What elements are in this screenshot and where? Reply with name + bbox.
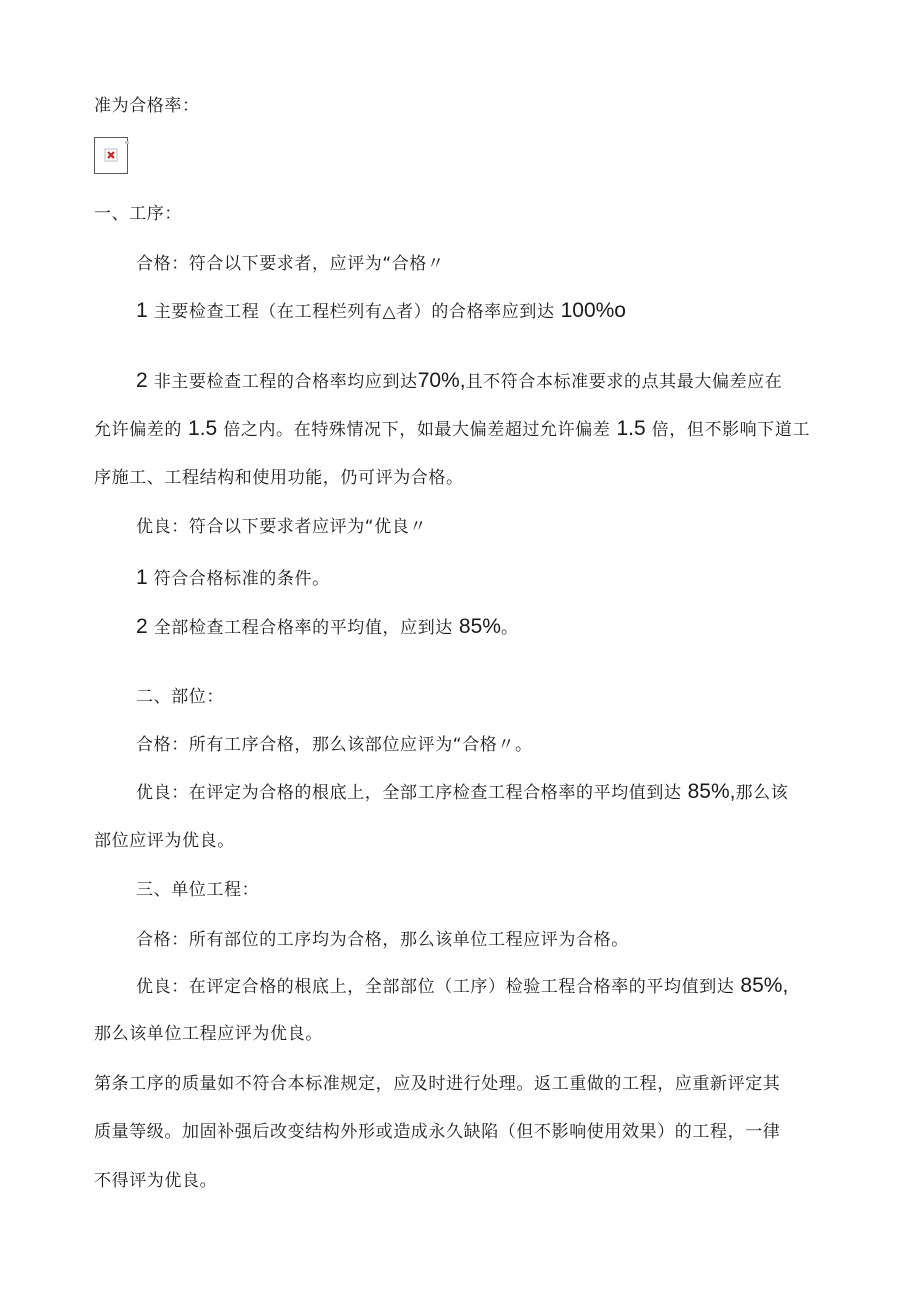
unit-excellent-line-2: 那么该单位工程应评为优良。 [94,1024,323,1044]
item-text: 倍，但不影响下道工 [651,420,811,440]
item-text: 。 [500,618,519,638]
broken-image-placeholder [94,137,128,174]
item-value: 100%o [560,299,626,322]
process-pass-item-2-line-3: 序施工、工程结构和使用功能，仍可评为合格。 [94,468,464,488]
section-heading-unit: 三、单位工程： [136,880,260,900]
item-number: 1 [136,566,148,589]
item-number: 2 [136,615,148,638]
item-text: 优良：在评定合格的根底上，全部部位（工序）检验工程合格率的平均值到达 [136,977,735,997]
item-text: 优良：在评定为合格的根底上，全部工序检查工程合格率的平均值到达 [136,783,682,803]
item-value: 85%, [740,974,789,997]
section-heading-part: 二、部位： [136,687,224,707]
process-pass-item-1 [136,299,626,324]
process-excellent-item-2 [136,615,519,640]
item-text: 允许偏差的 [94,420,182,440]
item-value: 85%, [687,780,736,803]
item-text: 且不符合本标准要求的点其最大偏差应在 [465,372,783,392]
item-text: 全部检查工程合格率的平均值，应到达 [153,618,453,638]
item-value: 85% [458,615,501,638]
item-text: 那么该 [735,783,789,803]
item-text: 主要检查工程（在工程栏列有△者）的合格率应到达 [153,302,555,322]
part-excellent-line-2: 部位应评为优良。 [94,831,235,851]
item-value: 70%, [417,369,466,392]
item-text: 非主要检查工程的合格率均应到达 [153,372,418,392]
item-number: 1 [136,299,148,322]
part-pass-text: 合格：所有工序合格，那么该部位应评为“合格〃。 [136,735,533,755]
process-pass-label: 合格：符合以下要求者，应评为“合格〃 [136,254,445,274]
closing-line-2: 质量等级。加固补强后改变结构外形或造成永久缺陷（但不影响使用效果）的工程，一律 [94,1122,781,1142]
closing-line-3: 不得评为优良。 [94,1171,218,1191]
intro-text: 准为合格率： [94,96,200,116]
process-pass-item-2-line-2 [94,417,810,442]
item-text: 倍之内。在特殊情况下，如最大偏差超过允许偏差 [223,420,611,440]
item-text: 符合合格标准的条件。 [153,569,330,589]
item-value: 1.5 [616,417,646,440]
part-excellent-line-1 [136,780,788,805]
process-excellent-label: 优良：符合以下要求者应评为“优良〃 [136,517,428,537]
item-number: 2 [136,369,148,392]
broken-image-icon [95,138,129,175]
closing-line-1: 第条工序的质量如不符合本标准规定，应及时进行处理。返工重做的工程，应重新评定其 [94,1074,781,1094]
section-heading-process: 一、工序： [94,204,182,224]
process-pass-item-2-line-1 [136,369,782,394]
unit-excellent-line-1 [136,974,788,999]
unit-pass-text: 合格：所有部位的工序均为合格，那么该单位工程应评为合格。 [136,930,629,950]
process-excellent-item-1 [136,566,330,591]
item-value: 1.5 [188,417,218,440]
